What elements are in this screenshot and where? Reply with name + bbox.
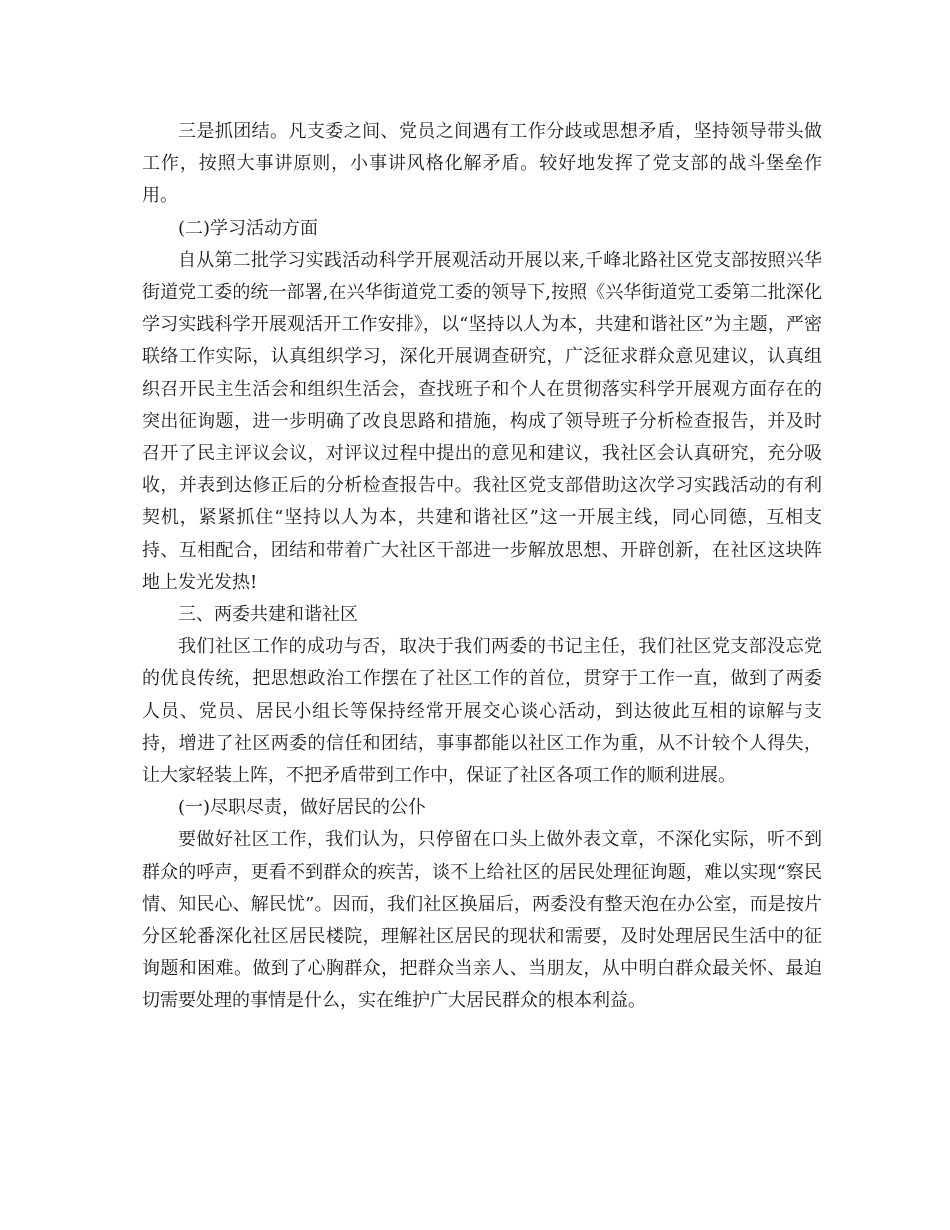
paragraph-two-committees: 我们社区工作的成功与否，取决于我们两委的书记主任，我们社区党支部没忘党的优良传统，把思想政治工作摆在了社区工作的首位，贯穿于工作一直，做到了两委人员、党员、居民小组长等保持经常开展交心谈心活动，到达彼此互相的谅解与支持，增进了社区两委的信任和团结，事事都能以社区工作为重，从不计较个人得失，让大家轻装上阵，不把矛盾带到工作中，保证了社区各项工作的顺利进展。 xyxy=(142,636,822,787)
section-heading-two-committees: 三、两委共建和谐社区 xyxy=(178,604,358,626)
section-heading-duty: (一)尽职尽责，做好居民的公仆 xyxy=(178,797,427,819)
paragraph-duty: 要做好社区工作，我们认为，只停留在口头上做外表文章，不深化实际，听不到群众的呼声，更看不到群众的疾苦，谈不上给社区的居民处理征询题，难以实现“察民情、知民心、解民忧”。因而，我们社区换届后，两委没有整天泡在办公室，而是按片分区轮番深化社区居民楼院，理解社区居民的现状和需要，及时处理居民生活中的征询题和困难。做到了心胸群众，把群众当亲人、当朋友，从中明白群众最关怀、最迫切需要处理的事情是什么，实在维护广大居民群众的根本利益。 xyxy=(142,829,822,1012)
paragraph-unity: 三是抓团结。凡支委之间、党员之间遇有工作分歧或思想矛盾，坚持领导带头做工作，按照大事讲原则，小事讲风格化解矛盾。较好地发挥了党支部的战斗堡垒作用。 xyxy=(142,121,822,207)
document-body xyxy=(142,116,822,1018)
section-heading-study-activities: (二)学习活动方面 xyxy=(178,217,319,239)
paragraph-study-practice: 自从第二批学习实践活动科学开展观活动开展以来,千峰北路社区党支部按照兴华街道党工委的统一部署,在兴华街道党工委的领导下,按照《兴华街道党工委第二批深化学习实践科学开展观活开工作安排》，以“坚持以人为本，共建和谐社区”为主题，严密联络工作实际，认真组织学习，深化开展调查研究，广泛征求群众意见建议，认真组织召开民主生活会和组织生活会，查找班子和个人在贯彻落实科学开展观方面存在的突出征询题，进一步明确了改良思路和措施，构成了领导班子分析检查报告，并及时召开了民主评议会议，对评议过程中提出的意见和建议，我社区会认真研究，充分吸收，并表到达修正后的分析检查报告中。我社区党支部借助这次学习实践活动的有利契机，紧紧抓住“坚持以人为本，共建和谐社区”这一开展主线，同心同德，互相支持、互相配合，团结和带着广大社区干部进一步解放思想、开辟创新，在社区这块阵地上发光发热! xyxy=(142,249,822,593)
